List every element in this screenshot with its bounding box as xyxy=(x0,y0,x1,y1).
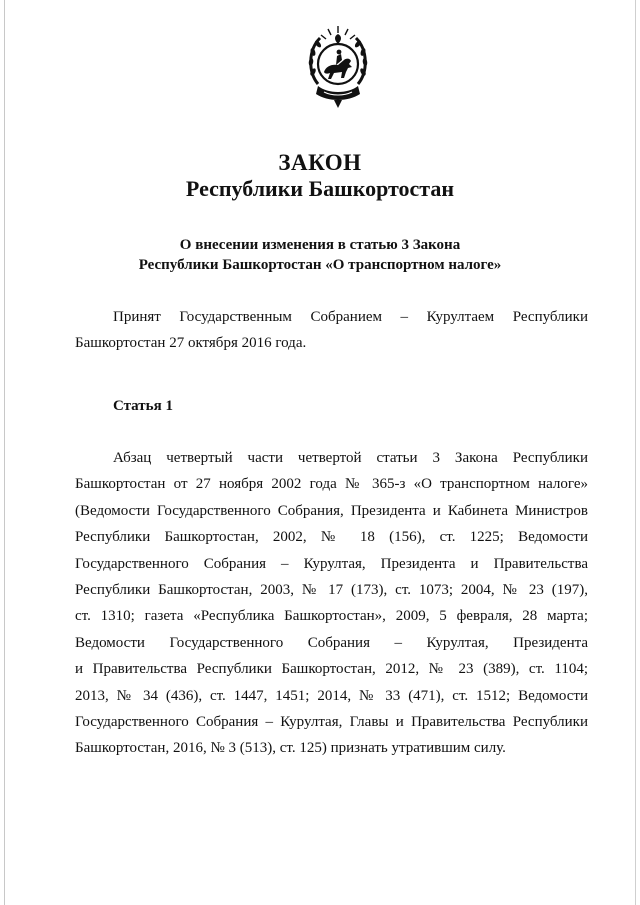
adoption-line: Башкортостан 27 октября 2016 года. xyxy=(75,335,307,352)
adoption-paragraph xyxy=(75,304,588,357)
page-edge-left xyxy=(4,0,5,905)
article-line: Башкортостан от 27 ноября 2002 года № 365-з «О транспортном налоге» xyxy=(75,476,588,493)
article-line: ст. 1310; газета «Республика Башкортостан», 2009, 5 февраля, 28 марта; xyxy=(75,608,588,625)
adoption-line: Принят Государственным Собранием – Курултаем Республики xyxy=(113,309,588,325)
article-body xyxy=(75,445,588,762)
article-line: Республики Башкортостан, 2003, № 17 (173), ст. 1073; 2004, № 23 (197), xyxy=(75,582,588,599)
law-subtitle-line-2: Республики Башкортостан «О транспортном налоге» xyxy=(138,257,502,273)
document-title: ЗАКОН xyxy=(278,150,362,175)
article-line: Ведомости Государственного Собрания – Курултая, Президента xyxy=(75,634,588,651)
article-line: 2013, № 34 (436), ст. 1447, 1451; 2014, № 33 (471), ст. 1512; Ведомости xyxy=(75,687,588,704)
article-line: Абзац четвертый части четвертой статьи 3 Закона Республики xyxy=(113,450,588,466)
document-subject: Республики Башкортостан xyxy=(185,176,455,201)
coat-of-arms-emblem xyxy=(304,20,372,120)
article-line: Государственного Собрания – Курултая, Президента и Правительства xyxy=(75,555,588,572)
article-line: Государственного Собрания – Курултая, Главы и Правительства Республики xyxy=(75,714,588,731)
article-line: Башкортостан, 2016, № 3 (513), ст. 125) признать утратившим силу. xyxy=(75,740,506,757)
article-line: (Ведомости Государственного Собрания, Президента и Кабинета Министров xyxy=(75,502,588,519)
law-subtitle-line-1: О внесении изменения в статью 3 Закона xyxy=(179,237,461,253)
article-line: Республики Башкортостан, 2002, № 18 (156), ст. 1225; Ведомости xyxy=(75,529,588,546)
page-edge-right xyxy=(635,0,636,905)
article-line: и Правительства Республики Башкортостан, 2012, № 23 (389), ст. 1104; xyxy=(75,661,588,678)
article-heading: Статья 1 xyxy=(113,398,173,414)
